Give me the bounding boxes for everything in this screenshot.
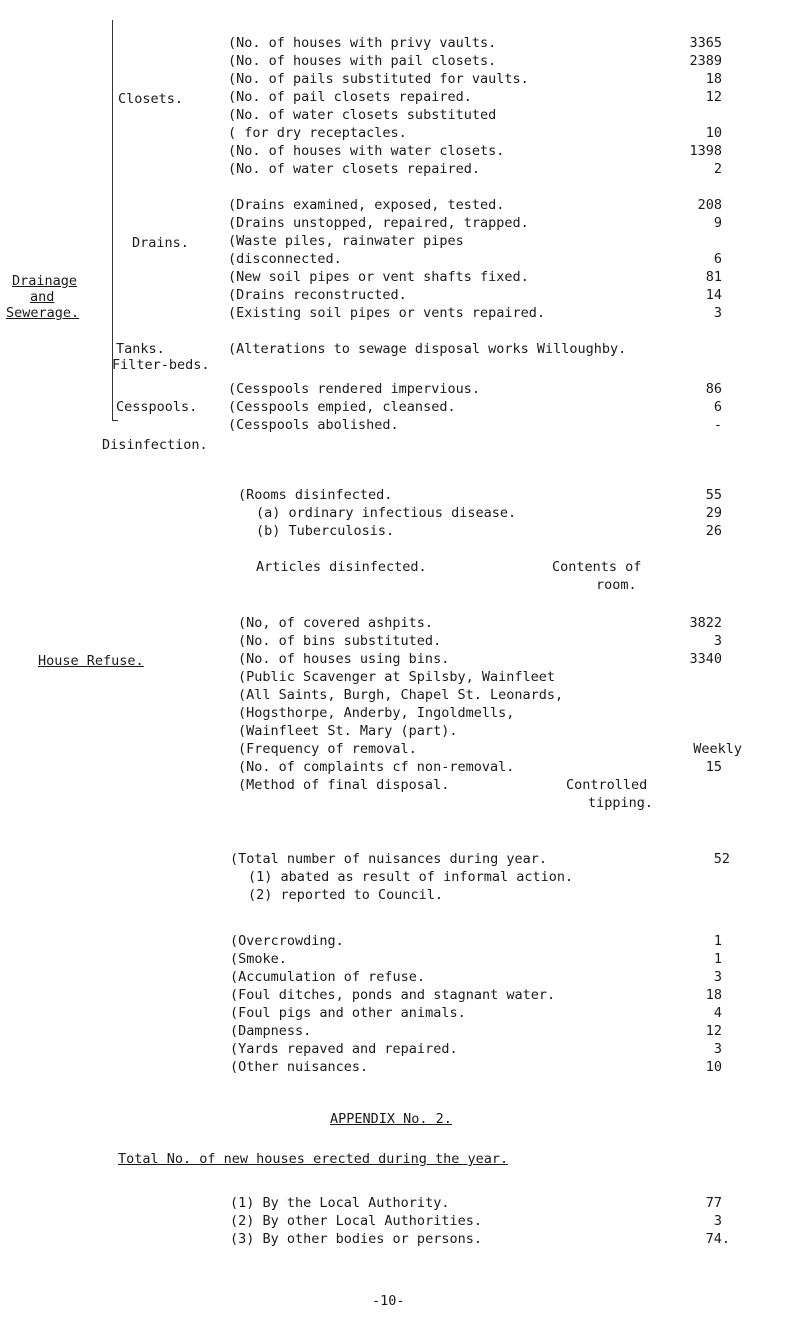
nuisance-row-value: 12 <box>705 1023 722 1039</box>
nuisance-row-label: (Smoke. <box>230 951 287 967</box>
disinfection-heading: Disinfection. <box>102 437 208 453</box>
closets-row-value: 3365 <box>689 35 722 51</box>
closets-row-label: (No. of houses with privy vaults. <box>228 35 497 51</box>
refuse-row-value-cont: tipping. <box>588 795 654 811</box>
filter-beds-label: Filter-beds. <box>112 357 210 373</box>
appendix-row-label: (1) By the Local Authority. <box>230 1195 450 1211</box>
appendix-row-value: 3 <box>713 1213 722 1229</box>
ordinary-infectious-value: 29 <box>705 505 722 521</box>
drains-row-label: (Drains reconstructed. <box>228 287 407 303</box>
drains-row-label: (New soil pipes or vent shafts fixed. <box>228 269 529 285</box>
drains-label: Drains. <box>132 235 189 251</box>
closets-row-label: (No. of houses with water closets. <box>228 143 505 159</box>
appendix-title: APPENDIX No. 2. <box>330 1111 452 1127</box>
closets-row-label: (No. of houses with pail closets. <box>228 53 497 69</box>
sewerage-label: Sewerage. <box>6 305 80 321</box>
closets-row-value: 10 <box>705 125 722 141</box>
drains-row-label: (Existing soil pipes or vents repaired. <box>228 305 545 321</box>
drains-row-value: 81 <box>705 269 722 285</box>
cesspools-row-value: - <box>713 417 722 433</box>
refuse-row-label: (No. of complaints cf non-removal. <box>238 759 515 775</box>
refuse-row-value: 3340 <box>689 651 722 667</box>
nuisance-row-value: 3 <box>713 1041 722 1057</box>
refuse-row-label: (No, of covered ashpits. <box>238 615 434 631</box>
nuisance-row-value: 18 <box>705 987 722 1003</box>
nuisance-row-value: 1 <box>713 933 722 949</box>
drains-row-value: 208 <box>697 197 722 213</box>
cesspools-row-label: (Cesspools empied, cleansed. <box>228 399 456 415</box>
closets-row-value: 18 <box>705 71 722 87</box>
nuisance-row-value: 10 <box>705 1059 722 1075</box>
drains-row-value: 6 <box>713 251 722 267</box>
nuisance-row-value: 4 <box>713 1005 722 1021</box>
tuberculosis-value: 26 <box>705 523 722 539</box>
drains-row-label: (Drains examined, exposed, tested. <box>228 197 505 213</box>
drains-row-value: 3 <box>713 305 722 321</box>
drains-row-label: (Drains unstopped, repaired, trapped. <box>228 215 529 231</box>
nuisance-row-label: (Foul ditches, ponds and stagnant water. <box>230 987 556 1003</box>
nuisance-row-label: (Foul pigs and other animals. <box>230 1005 466 1021</box>
nuisances-abated-label: (1) abated as result of informal action. <box>248 869 574 885</box>
refuse-row-value: 15 <box>705 759 722 775</box>
nuisance-row-label: (Overcrowding. <box>230 933 344 949</box>
and-label: and <box>30 289 55 305</box>
page-number: -10- <box>372 1293 405 1309</box>
appendix-row-label: (2) By other Local Authorities. <box>230 1213 482 1229</box>
closets-row-label: (No. of pails substituted for vaults. <box>228 71 529 87</box>
drainage-label: Drainage <box>12 273 78 289</box>
nuisance-row-value: 1 <box>713 951 722 967</box>
drains-row-value: 9 <box>713 215 722 231</box>
refuse-row-label: (Method of final disposal. <box>238 777 450 793</box>
appendix-row-label: (3) By other bodies or persons. <box>230 1231 482 1247</box>
articles-disinfected-value-cont: room. <box>596 577 637 593</box>
closets-row-value: 1398 <box>689 143 722 159</box>
nuisances-total-value: 52 <box>713 851 730 867</box>
house-refuse-label: House Refuse. <box>38 653 144 669</box>
refuse-row-label: (No. of bins substituted. <box>238 633 442 649</box>
cesspools-label: Cesspools. <box>116 399 198 415</box>
tanks-label: Tanks. <box>116 341 165 357</box>
cesspools-row-value: 6 <box>713 399 722 415</box>
articles-disinfected-label: Articles disinfected. <box>256 559 427 575</box>
bracket-line <box>112 420 118 421</box>
tanks-text: (Alterations to sewage disposal works Willoughby. <box>228 341 627 357</box>
nuisance-row-value: 3 <box>713 969 722 985</box>
nuisances-total-label: (Total number of nuisances during year. <box>230 851 547 867</box>
closets-row-label: ( for dry receptacles. <box>228 125 407 141</box>
closets-row-label: (No. of pail closets repaired. <box>228 89 472 105</box>
rooms-disinfected-value: 55 <box>705 487 722 503</box>
nuisance-row-label: (Yards repaved and repaired. <box>230 1041 458 1057</box>
drains-row-label: (Waste piles, rainwater pipes <box>228 233 464 249</box>
nuisances-reported-label: (2) reported to Council. <box>248 887 444 903</box>
refuse-row-value: 3 <box>713 633 722 649</box>
refuse-row-label: (No. of houses using bins. <box>238 651 450 667</box>
articles-disinfected-value: Contents of <box>552 559 642 575</box>
nuisance-row-label: (Accumulation of refuse. <box>230 969 426 985</box>
appendix-row-value: 77 <box>705 1195 722 1211</box>
refuse-row-value: Weekly <box>693 741 742 757</box>
rooms-disinfected-label: (Rooms disinfected. <box>238 487 393 503</box>
closets-row-value: 2389 <box>689 53 722 69</box>
closets-row-label: (No. of water closets substituted <box>228 107 497 123</box>
refuse-row-label: (Hogsthorpe, Anderby, Ingoldmells, <box>238 705 515 721</box>
ordinary-infectious-label: (a) ordinary infectious disease. <box>256 505 517 521</box>
refuse-row-label: (Public Scavenger at Spilsby, Wainfleet <box>238 669 555 685</box>
drains-row-label: (disconnected. <box>228 251 342 267</box>
nuisance-row-label: (Other nuisances. <box>230 1059 369 1075</box>
nuisance-row-label: (Dampness. <box>230 1023 312 1039</box>
cesspools-row-value: 86 <box>705 381 722 397</box>
closets-row-label: (No. of water closets repaired. <box>228 161 480 177</box>
refuse-row-label: (Wainfleet St. Mary (part). <box>238 723 458 739</box>
appendix-subtitle: Total No. of new houses erected during the year. <box>118 1151 509 1167</box>
refuse-row-value: Controlled <box>566 777 648 793</box>
refuse-row-label: (All Saints, Burgh, Chapel St. Leonards, <box>238 687 564 703</box>
closets-label: Closets. <box>118 91 184 107</box>
refuse-row-value: 3822 <box>689 615 722 631</box>
closets-row-value: 12 <box>705 89 722 105</box>
drains-row-value: 14 <box>705 287 722 303</box>
refuse-row-label: (Frequency of removal. <box>238 741 417 757</box>
appendix-row-value: 74. <box>705 1231 730 1247</box>
tuberculosis-label: (b) Tuberculosis. <box>256 523 395 539</box>
cesspools-row-label: (Cesspools abolished. <box>228 417 399 433</box>
cesspools-row-label: (Cesspools rendered impervious. <box>228 381 480 397</box>
closets-row-value: 2 <box>713 161 722 177</box>
